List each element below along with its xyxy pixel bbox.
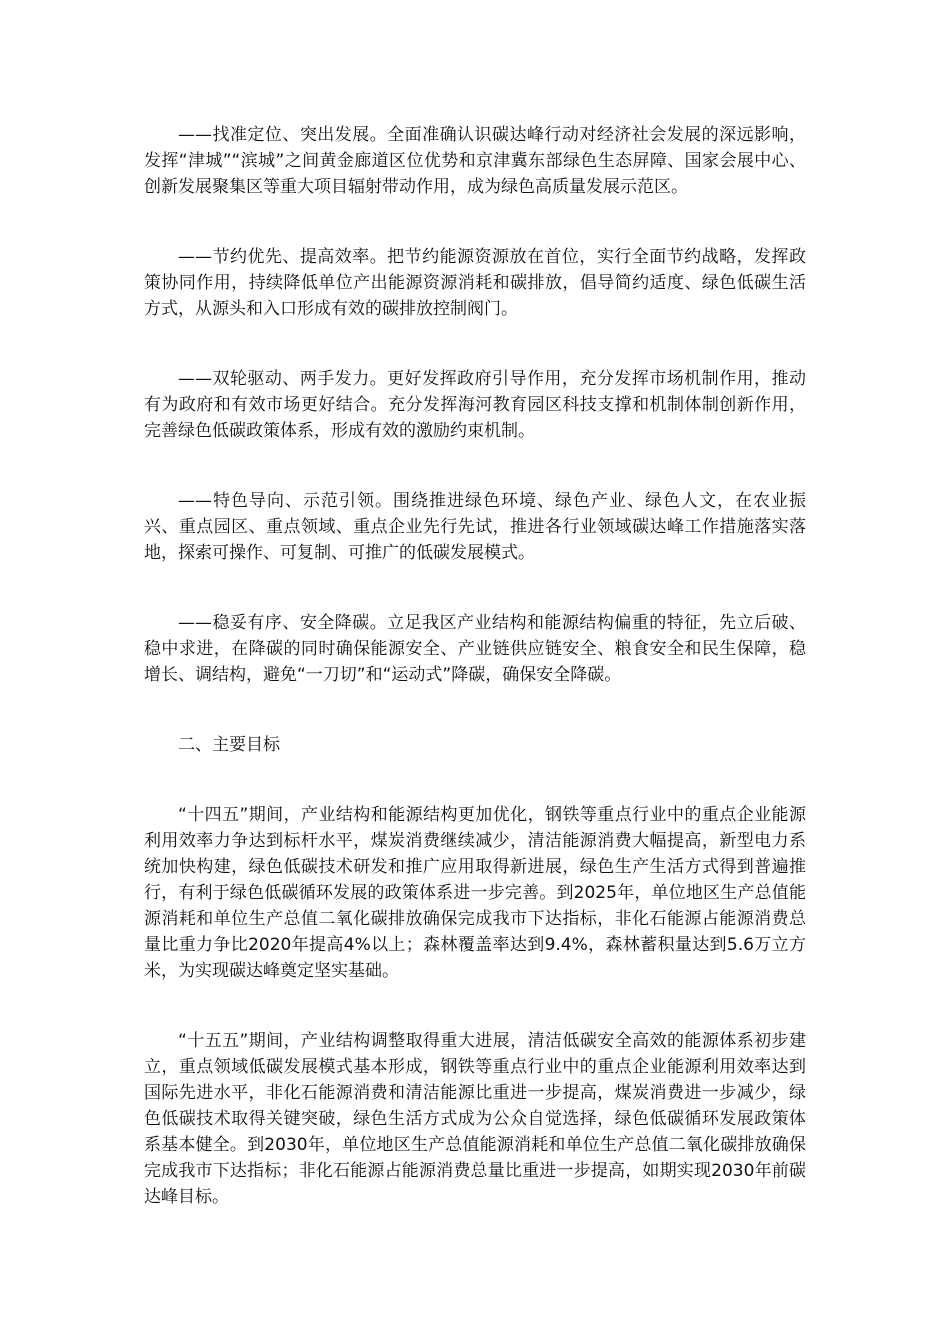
section-heading: 二、主要目标 <box>178 735 280 755</box>
goal-paragraph-14th: “十四五”期间，产业结构和能源结构更加优化，钢铁等重点行业中的重点企业能源利用效率力争达到标杆水平，煤炭消费继续减少，清洁能源消费大幅提高，新型电力系统加快构建，绿色低碳技术研发和推广应用取得新进展，绿色生产生活方式得到普遍推行，有利于绿色低碳循环发展的政策体系进一步完善。到2025年，单位地区生产总值能源消耗和单位生产总值二氧化碳排放确保完成我市下达指标，非化石能源占能源消费总量比重力争比2020年提高4%以上；森林覆盖率达到9.4%，森林蓄积量达到5.6万立方米，为实现碳达峰奠定坚实基础。 <box>144 805 806 981</box>
principle-paragraph-5: ——稳妥有序、安全降碳。立足我区产业结构和能源结构偏重的特征，先立后破、稳中求进，在降碳的同时确保能源安全、产业链供应链安全、粮食安全和民生保障，稳增长、调结构，避免“一刀切”和“运动式”降碳，确保安全降碳。 <box>144 613 806 685</box>
principle-paragraph-1: ——找准定位、突出发展。全面准确认识碳达峰行动对经济社会发展的深远影响，发挥“津城”“滨城”之间黄金廊道区位优势和京津冀东部绿色生态屏障、国家会展中心、创新发展聚集区等重大项目辐射带动作用，成为绿色高质量发展示范区。 <box>144 125 806 197</box>
goal-paragraph-15th: “十五五”期间，产业结构调整取得重大进展，清洁低碳安全高效的能源体系初步建立，重点领域低碳发展模式基本形成，钢铁等重点行业中的重点企业能源利用效率达到国际先进水平，非化石能源消费和清洁能源比重进一步提高，煤炭消费进一步减少，绿色低碳技术取得关键突破，绿色生活方式成为公众自觉选择，绿色低碳循环发展政策体系基本健全。到2030年，单位地区生产总值能源消耗和单位生产总值二氧化碳排放确保完成我市下达指标；非化石能源占能源消费总量比重进一步提高，如期实现2030年前碳达峰目标。 <box>144 1031 806 1207</box>
principle-paragraph-3: ——双轮驱动、两手发力。更好发挥政府引导作用，充分发挥市场机制作用，推动有为政府和有效市场更好结合。充分发挥海河教育园区科技支撑和机制体制创新作用，完善绿色低碳政策体系，形成有效的激励约束机制。 <box>144 369 806 441</box>
principle-paragraph-2: ——节约优先、提高效率。把节约能源资源放在首位，实行全面节约战略，发挥政策协同作用，持续降低单位产出能源资源消耗和碳排放，倡导简约适度、绿色低碳生活方式，从源头和入口形成有效的碳排放控制阀门。 <box>144 247 806 319</box>
document-body <box>144 122 806 1254</box>
principle-paragraph-4: ——特色导向、示范引领。围绕推进绿色环境、绿色产业、绿色人文，在农业振兴、重点园区、重点领域、重点企业先行先试，推进各行业领域碳达峰工作措施落实落地，探索可操作、可复制、可推广的低碳发展模式。 <box>144 491 806 563</box>
